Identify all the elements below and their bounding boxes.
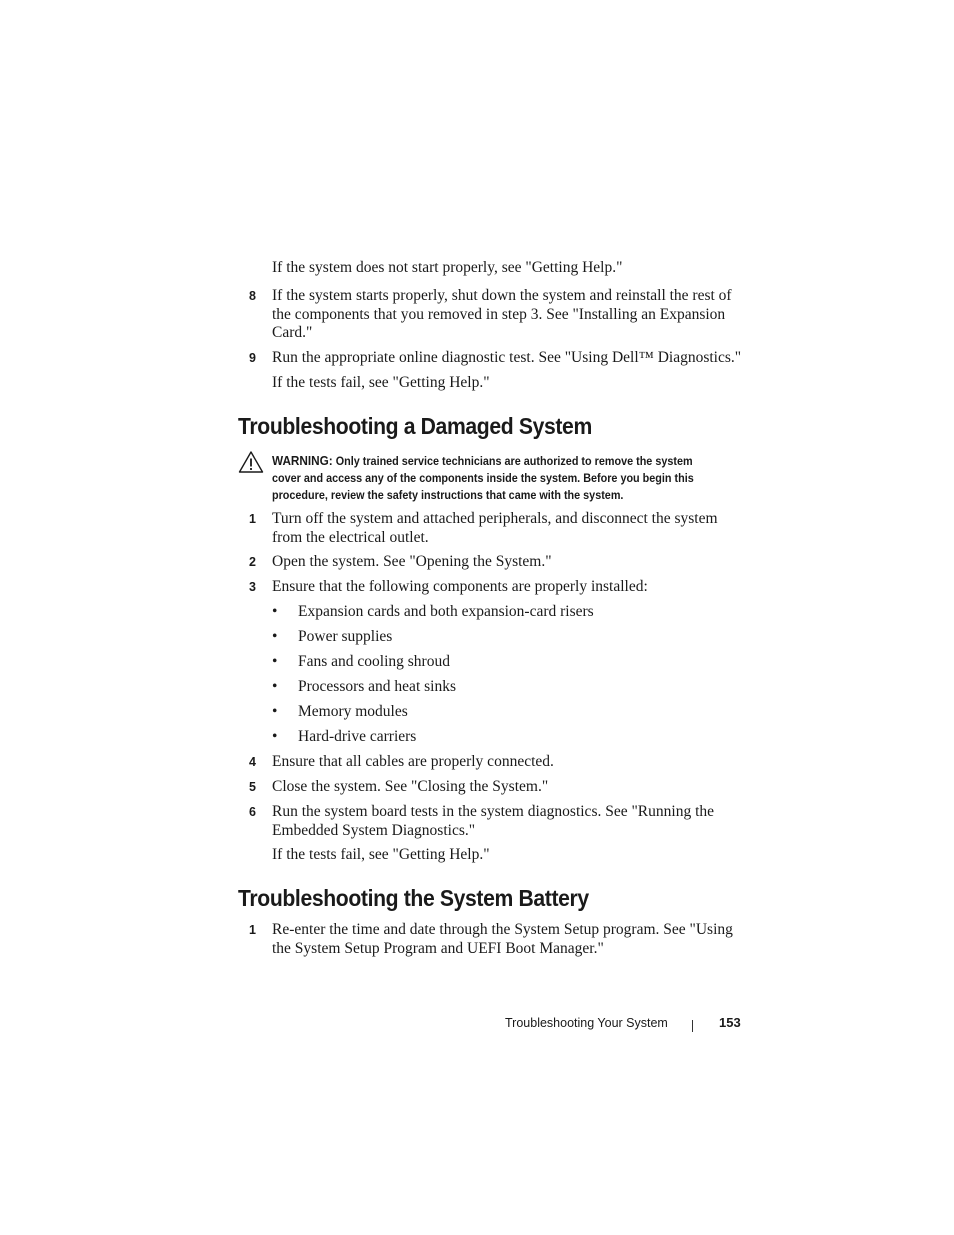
- step-text: Ensure that the following components are properly installed:: [272, 578, 648, 595]
- step-number: 4: [249, 755, 256, 769]
- page-number: 153: [719, 1015, 741, 1030]
- step-number: 1: [249, 512, 256, 526]
- list-item: Power supplies: [298, 628, 393, 645]
- step-text: Ensure that all cables are properly connected.: [272, 753, 554, 770]
- warning-block: [272, 453, 714, 504]
- list-item: Expansion cards and both expansion-card risers: [298, 603, 594, 620]
- step-number: 1: [249, 923, 256, 937]
- bullet-marker: •: [272, 728, 278, 745]
- step-number: 8: [249, 289, 256, 303]
- tests-fail-note: If the tests fail, see "Getting Help.": [272, 846, 490, 863]
- list-item: Fans and cooling shroud: [298, 653, 450, 670]
- warning-triangle-icon: [238, 450, 264, 474]
- footer-chapter-title: Troubleshooting Your System: [505, 1016, 668, 1030]
- intro-paragraph: If the system does not start properly, see "Getting Help.": [272, 259, 623, 276]
- step-text: Turn off the system and attached peripherals, and disconnect the system from the electrical outlet.: [272, 510, 718, 546]
- tests-fail-note: If the tests fail, see "Getting Help.": [272, 374, 490, 391]
- step-text: Close the system. See "Closing the System.": [272, 778, 549, 795]
- bullet-marker: •: [272, 628, 278, 645]
- section-heading-system-battery: Troubleshooting the System Battery: [238, 885, 589, 911]
- step-number: 5: [249, 780, 256, 794]
- bullet-marker: •: [272, 653, 278, 670]
- step-text: Re-enter the time and date through the System Setup program. See "Using the System Setup Program and UEFI Boot Manager.": [272, 921, 733, 957]
- step-text: Run the appropriate online diagnostic test. See "Using Dell™ Diagnostics.": [272, 349, 742, 366]
- step-text: Run the system board tests in the system diagnostics. See "Running the Embedded System Diagnostics.": [272, 803, 715, 839]
- step-text: If the system starts properly, shut down the system and reinstall the rest of the components that you removed in step 3. See "Installing an Expansion Card.": [272, 287, 732, 341]
- step-number: 9: [249, 351, 256, 365]
- step-text: Open the system. See "Opening the System.": [272, 553, 552, 570]
- warning-label: WARNING:: [272, 454, 333, 468]
- footer-divider: [692, 1020, 693, 1032]
- bullet-marker: •: [272, 703, 278, 720]
- step-number: 3: [249, 580, 256, 594]
- bullet-marker: •: [272, 603, 278, 620]
- list-item: Processors and heat sinks: [298, 678, 456, 695]
- warning-text: Only trained service technicians are authorized to remove the system cover and access any of the components inside the system. Before you begin this procedure, review the safety instructions that came with the system.: [272, 456, 694, 502]
- list-item: Memory modules: [298, 703, 408, 720]
- step-number: 2: [249, 555, 256, 569]
- bullet-marker: •: [272, 678, 278, 695]
- section-heading-damaged-system: Troubleshooting a Damaged System: [238, 413, 592, 439]
- step-number: 6: [249, 805, 256, 819]
- list-item: Hard-drive carriers: [298, 728, 417, 745]
